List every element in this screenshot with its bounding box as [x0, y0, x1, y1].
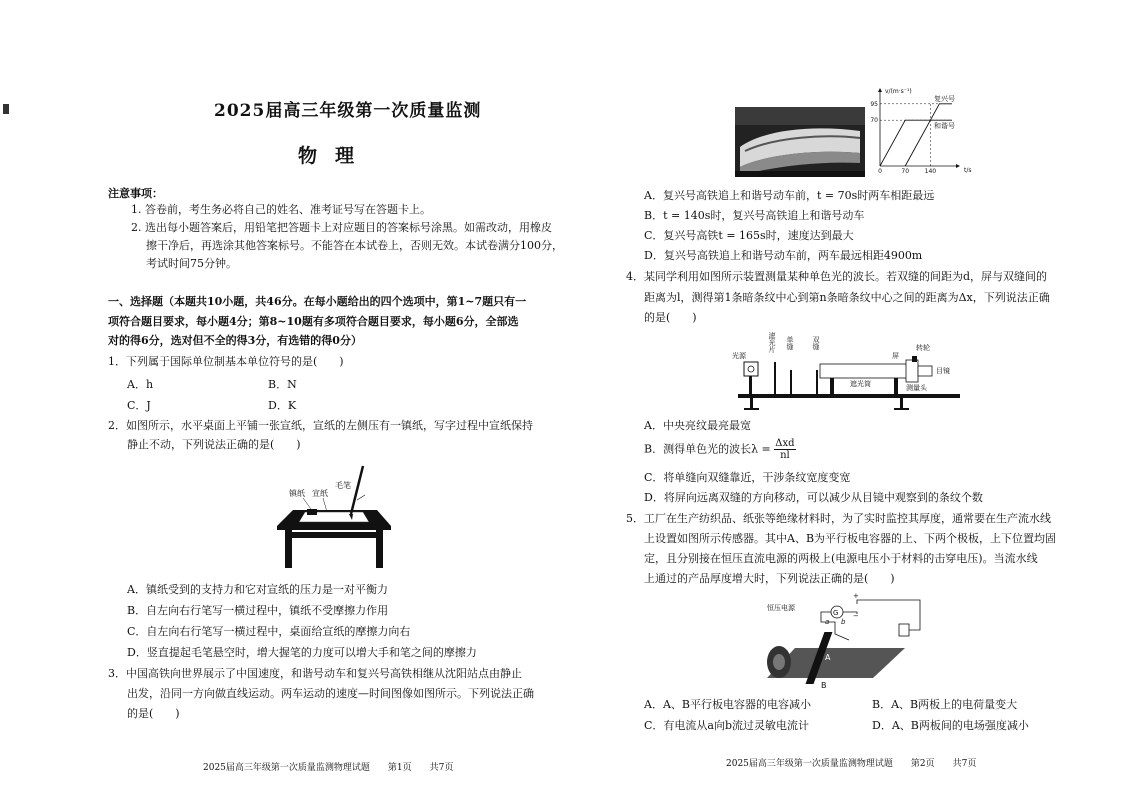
q4-option-b	[644, 438, 796, 461]
double-slit-label: 双缝	[812, 336, 820, 350]
q3-option-a: A．复兴号高铁追上和谐号动车前，t = 70s时两车相距最远	[644, 189, 935, 202]
q3-option-c: C．复兴号高铁t = 165s时，速度达到最大	[644, 229, 854, 242]
power-source-label: 恒压电源	[767, 604, 795, 612]
thickness-sensor-figure	[765, 592, 925, 692]
y-tick-70: 70	[870, 117, 878, 125]
filter-label: 滤光片	[768, 332, 776, 353]
q5-stem-1: 5．工厂在生产纺织品、纸张等绝缘材料时，为了实时监控其厚度，通常要在生产流水线	[626, 512, 1051, 525]
q5-option-c: C．有电流从a向b流过灵敏电流计	[644, 719, 810, 732]
q2-option-c: C．自左向右行笔写一横过程中，桌面给宣纸的摩擦力向右	[127, 625, 411, 638]
q4-stem-3: 的是( )	[644, 311, 697, 324]
q5-stem-4: 上通过的产品厚度增大时，下列说法正确的是( )	[644, 572, 895, 585]
exam-title: 2025届高三年级第一次质量监测	[214, 101, 482, 121]
series-label-hexie: 和谐号	[934, 122, 955, 131]
q4-stem-1: 4．某同学利用如图所示装置测量某种单色光的波长。若双缝的间距为d，屏与双缝间的	[626, 270, 1048, 283]
q2-stem-1: 2．如图所示，水平桌面上平铺一张宣纸，宣纸的左侧压有一镇纸，写字过程中宣纸保持	[108, 419, 533, 432]
q4-option-d: D．将屏向远离双缝的方向移动，可以减少从目镜中观察到的条纹个数	[644, 491, 983, 504]
subject-title: 物理	[298, 145, 373, 167]
q2-option-d: D．竖直提起毛笔悬空时，增大握笔的力度可以增大手和笔之间的摩擦力	[127, 646, 477, 659]
q5-option-a: A．A、B平行板电容器的电容减小	[644, 698, 811, 711]
q1-option-b: B．N	[268, 378, 297, 391]
brush-label: 毛笔	[335, 481, 351, 490]
galvanometer-label: G	[833, 609, 839, 617]
q1-option-d: D．K	[268, 399, 297, 412]
q5-option-d: D．A、B两板间的电场强度减小	[872, 719, 1029, 732]
screen-label: 屏	[892, 352, 899, 360]
series-line-fuxing	[905, 104, 952, 166]
plus-label: +	[853, 592, 859, 600]
fraction-denominator: nl	[780, 450, 790, 461]
q3-stem-1: 3．中国高铁向世界展示了中国速度，和谐号动车和复兴号高铁相继从沈阳站点由静止	[108, 667, 522, 680]
q2-option-b: B．自左向右行笔写一横过程中，镇纸不受摩擦力作用	[127, 604, 389, 617]
x-tick-140: 140	[924, 168, 937, 175]
fraction-numerator: Δxd	[775, 438, 795, 449]
tube-label: 遮光筒	[850, 380, 871, 388]
q5-option-b: B．A、B两板上的电荷量变大	[872, 698, 1018, 711]
single-slit-label: 单缝	[786, 336, 794, 350]
section-instructions-1: 一、选择题（本题共10小题，共46分。在每小题给出的四个选项中，第1~7题只有一	[108, 295, 527, 308]
section-instructions-2: 项符合题目要求，每小题4分；第8~10题有多项符合题目要求，每小题6分，全部选	[108, 315, 519, 328]
light-source-label: 光源	[732, 352, 746, 360]
binding-mark	[3, 104, 9, 114]
notice-item-2: 2. 选出每小题答案后，用铅笔把答题卡上对应题目的答案标号涂黑。如需改动，用橡皮	[131, 221, 552, 234]
q3-stem-3: 的是( )	[127, 707, 180, 720]
train-photo	[735, 107, 865, 177]
q1-option-c: C．J	[127, 399, 151, 412]
paper-label: 宣纸	[312, 489, 328, 498]
head-label: 测量头	[906, 384, 927, 392]
notice-item-1: 1. 答卷前，考生务必将自己的姓名、准考证号写在答题卡上。	[131, 203, 431, 216]
weight-label: 镇纸	[289, 489, 305, 498]
a-label: a	[825, 618, 830, 626]
q4-option-a: A．中央亮纹最亮最宽	[644, 419, 751, 432]
desk-figure	[265, 460, 395, 570]
y-tick-95: 95	[870, 100, 878, 108]
q3-option-d: D．复兴号高铁追上和谐号动车前，两车最远相距4900m	[644, 249, 923, 262]
q4-stem-2: 距离为l，测得第1条暗条纹中心到第n条暗条纹中心之间的距离为Δx，下列说法正确	[644, 291, 1050, 304]
q4-option-c: C．将单缝向双缝靠近，干涉条纹宽度变宽	[644, 471, 851, 484]
section-instructions-3: 对的得6分，选对但不全的得3分，有选错的得0分）	[108, 334, 362, 347]
notice-item-2-cont: 擦干净后，再选涂其他答案标号。不能答在本试卷上，否则无效。本试卷满分100分，	[146, 239, 563, 252]
x-tick-70: 70	[901, 168, 910, 175]
double-slit-figure	[730, 328, 980, 414]
q2-option-a: A．镇纸受到的支持力和它对宣纸的压力是一对平衡力	[127, 583, 388, 596]
plate-b-label: B	[821, 681, 827, 690]
q2-stem-2: 静止不动，下列说法正确的是( )	[127, 438, 301, 451]
q5-stem-3: 定，且分别接在恒压直流电源的两极上(电源电压小于材料的击穿电压)。当流水线	[644, 552, 1038, 565]
q3-stem-2: 出发，沿同一方向做直线运动。两车运动的速度—时间图像如图所示。下列说法正确	[127, 687, 534, 700]
notice-heading: 注意事项：	[108, 187, 163, 200]
q3-option-b: B．t = 140s时，复兴号高铁追上和谐号动车	[644, 209, 865, 222]
plate-a-label: A	[825, 653, 831, 662]
y-axis-label: v/(m·s⁻¹)	[885, 88, 912, 95]
x-axis-label: t/s	[964, 167, 972, 174]
vt-chart	[872, 86, 982, 178]
wheel-label: 转轮	[916, 344, 930, 352]
footer-left: 2025届高三年级第一次质量监测物理试题 第1页 共7页	[203, 763, 454, 773]
notice-item-2-cont2: 考试时间75分钟。	[146, 257, 237, 270]
footer-right: 2025届高三年级第一次质量监测物理试题 第2页 共7页	[726, 759, 977, 769]
q5-stem-2: 上设置如图所示传感器。其中A、B为平行板电容器的上、下两个极板，上下位置均固	[644, 532, 1057, 545]
wavelength-fraction	[774, 438, 795, 461]
q1-stem: 1．下列属于国际单位制基本单位符号的是( )	[108, 355, 344, 368]
right-page	[560, 0, 1121, 793]
eyepiece-label: 目镜	[936, 367, 950, 375]
q4-option-b-text: B．测得单色光的波长λ =	[644, 442, 771, 456]
q1-option-a: A．h	[127, 378, 154, 391]
series-label-fuxing: 复兴号	[934, 94, 955, 103]
b-label: b	[841, 618, 846, 626]
x-tick-0: 0	[878, 168, 882, 175]
minus-label: −	[853, 612, 859, 620]
